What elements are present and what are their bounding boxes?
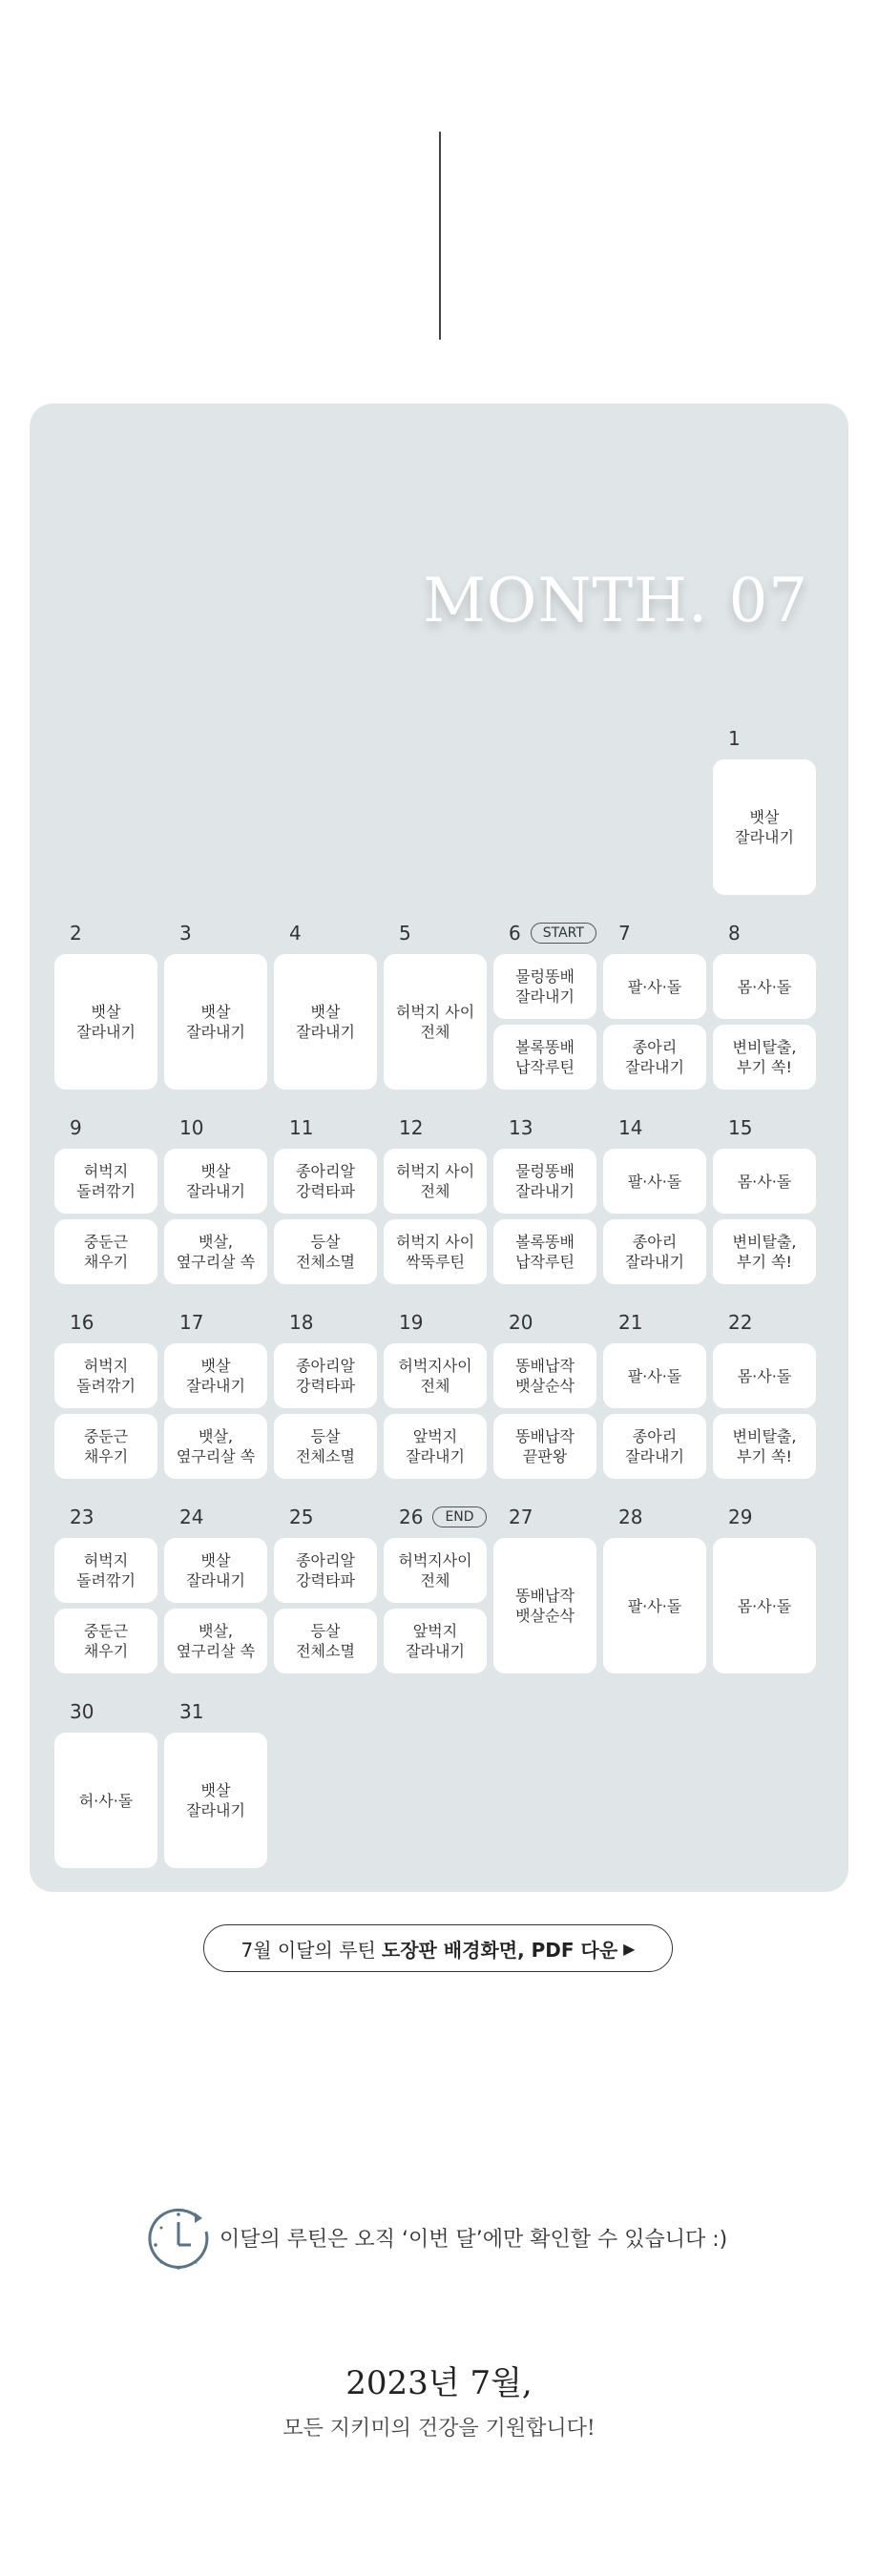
day-number	[399, 1311, 423, 1334]
day-number-text: 22	[728, 1311, 753, 1334]
day-number	[70, 1506, 94, 1528]
day-number-text: 25	[289, 1506, 314, 1528]
routine-card[interactable]: 변비탈출, 부기 쏙!	[713, 1219, 816, 1284]
calendar-day	[274, 1311, 377, 1479]
routine-card[interactable]: 뱃살, 옆구리살 쏙	[164, 1414, 267, 1479]
routine-card[interactable]: 종아리알 강력타파	[274, 1149, 377, 1214]
calendar-day	[603, 1116, 706, 1284]
routine-card[interactable]: 허벅지사이 전체	[384, 1538, 487, 1603]
calendar-day	[54, 1700, 157, 1868]
day-number	[728, 1311, 752, 1334]
routine-card[interactable]: 중둔근 채우기	[54, 1219, 157, 1284]
day-number-text: 6	[509, 922, 521, 945]
footer-subtitle: 모든 지키미의 건강을 기원합니다!	[282, 2417, 596, 2441]
routine-card[interactable]: 물렁똥배 잘라내기	[493, 954, 596, 1019]
start-badge: START	[531, 923, 596, 944]
day-number-text: 21	[618, 1311, 643, 1334]
day-number	[289, 922, 302, 945]
routine-card[interactable]: 허벅지사이 전체	[384, 1343, 487, 1408]
routine-card[interactable]: 뱃살 잘라내기	[164, 1733, 267, 1868]
day-number	[618, 1506, 642, 1528]
day-number	[399, 1116, 423, 1139]
routine-card[interactable]: 변비탈출, 부기 쏙!	[713, 1025, 816, 1090]
calendar-day	[493, 1506, 596, 1673]
routine-card[interactable]: 허벅지 돌려깎기	[54, 1538, 157, 1603]
calendar-day	[54, 922, 157, 1090]
routine-card[interactable]: 뱃살, 옆구리살 쏙	[164, 1219, 267, 1284]
calendar-panel	[30, 404, 848, 1892]
calendar-day	[713, 922, 816, 1090]
decorative-divider-line	[439, 132, 441, 340]
day-number-text: 27	[509, 1506, 533, 1528]
day-number	[399, 922, 411, 945]
day-number	[728, 1116, 752, 1139]
calendar-day	[603, 1311, 706, 1479]
day-number-text: 7	[618, 922, 631, 945]
notice-row	[147, 2199, 739, 2275]
day-number	[618, 1116, 642, 1139]
clock-icon	[147, 2199, 214, 2275]
calendar-day	[713, 1116, 816, 1284]
day-number	[289, 1506, 313, 1528]
footer-title: 2023년 7월,	[345, 2364, 533, 2402]
day-number-text: 28	[618, 1506, 643, 1528]
day-number-text: 31	[179, 1700, 204, 1723]
day-number	[618, 922, 631, 945]
routine-card[interactable]: 똥배납작 끝판왕	[493, 1414, 596, 1479]
day-number-text: 13	[509, 1116, 533, 1139]
routine-card[interactable]: 뱃살, 옆구리살 쏙	[164, 1609, 267, 1673]
day-number-text: 4	[289, 922, 302, 945]
calendar-day	[274, 922, 377, 1090]
routine-card[interactable]: 볼록똥배 납작루틴	[493, 1025, 596, 1090]
routine-card[interactable]: 종아리 잘라내기	[603, 1025, 706, 1090]
day-number-text: 5	[399, 922, 411, 945]
calendar-day	[54, 1311, 157, 1479]
routine-card[interactable]: 허·사·돌	[54, 1733, 157, 1868]
routine-card[interactable]: 종아리알 강력타파	[274, 1538, 377, 1603]
routine-card[interactable]: 종아리 잘라내기	[603, 1219, 706, 1284]
routine-card[interactable]: 변비탈출, 부기 쏙!	[713, 1414, 816, 1479]
calendar-day	[164, 1506, 267, 1673]
routine-card[interactable]: 물렁똥배 잘라내기	[493, 1149, 596, 1214]
routine-card[interactable]: 허벅지 사이 전체	[384, 1149, 487, 1214]
day-number-text: 12	[399, 1116, 424, 1139]
day-number	[179, 1506, 203, 1528]
routine-card[interactable]: 등살 전체소멸	[274, 1219, 377, 1284]
day-number-text: 15	[728, 1116, 753, 1139]
routine-card[interactable]: 허벅지 사이 전체	[384, 954, 487, 1090]
day-number-text: 18	[289, 1311, 314, 1334]
day-number-text: 20	[509, 1311, 533, 1334]
day-number-text: 19	[399, 1311, 424, 1334]
routine-card[interactable]: 똥배납작 뱃살순삭	[493, 1538, 596, 1673]
calendar-day	[274, 1116, 377, 1284]
day-number	[509, 922, 596, 945]
calendar-day	[384, 1506, 487, 1673]
routine-card[interactable]: 몸·사·돌	[713, 954, 816, 1019]
calendar-day	[164, 922, 267, 1090]
day-number	[399, 1506, 487, 1528]
month-title: MONTH. 07	[423, 566, 808, 636]
day-number	[289, 1311, 313, 1334]
routine-card[interactable]: 뱃살 잘라내기	[274, 954, 377, 1090]
day-number	[179, 1116, 203, 1139]
end-badge: END	[432, 1506, 486, 1527]
day-number-text: 16	[70, 1311, 94, 1334]
routine-card[interactable]: 팔·사·돌	[603, 1343, 706, 1408]
routine-card[interactable]: 허벅지 사이 싹뚝루틴	[384, 1219, 487, 1284]
day-number	[618, 1311, 642, 1334]
day-number	[509, 1311, 533, 1334]
calendar-day	[713, 727, 816, 895]
calendar-day	[384, 1116, 487, 1284]
routine-card[interactable]: 뱃살 잘라내기	[164, 1538, 267, 1603]
day-number-text: 9	[70, 1116, 82, 1139]
routine-card[interactable]: 뱃살 잘라내기	[713, 759, 816, 895]
day-number-text: 1	[728, 727, 741, 750]
calendar-day	[493, 1116, 596, 1284]
download-pdf-button[interactable]	[203, 1924, 673, 1972]
routine-card[interactable]: 몸·사·돌	[713, 1538, 816, 1673]
routine-card[interactable]: 등살 전체소멸	[274, 1414, 377, 1479]
routine-card[interactable]: 몸·사·돌	[713, 1149, 816, 1214]
calendar-day	[274, 1506, 377, 1673]
download-button-prefix: 7월 이달의 루틴	[240, 1938, 376, 1962]
day-number-text: 8	[728, 922, 741, 945]
routine-card[interactable]: 볼록똥배 납작루틴	[493, 1219, 596, 1284]
calendar-day	[54, 1116, 157, 1284]
day-number	[289, 1116, 313, 1139]
calendar-day	[164, 1311, 267, 1479]
calendar-day	[603, 1506, 706, 1673]
day-number-text: 11	[289, 1116, 314, 1139]
day-number-text: 29	[728, 1506, 753, 1528]
routine-card[interactable]: 뱃살 잘라내기	[164, 954, 267, 1090]
day-number-text: 30	[70, 1700, 94, 1723]
calendar-day	[384, 922, 487, 1090]
day-number-text: 14	[618, 1116, 643, 1139]
day-number-text: 17	[179, 1311, 204, 1334]
day-number-text: 24	[179, 1506, 204, 1528]
routine-card[interactable]: 앞벅지 잘라내기	[384, 1414, 487, 1479]
day-number	[179, 922, 192, 945]
calendar-day	[54, 1506, 157, 1673]
day-number-text: 10	[179, 1116, 204, 1139]
routine-card[interactable]: 허벅지 돌려깎기	[54, 1149, 157, 1214]
routine-card[interactable]: 몸·사·돌	[713, 1343, 816, 1408]
day-number	[509, 1506, 533, 1528]
day-number	[179, 1311, 203, 1334]
day-number-text: 2	[70, 922, 82, 945]
download-button-bold-text: 도장판 배경화면, PDF 다운	[381, 1938, 618, 1962]
day-number	[728, 727, 741, 750]
calendar-day	[713, 1506, 816, 1673]
day-number	[728, 922, 741, 945]
routine-card[interactable]: 뱃살 잘라내기	[164, 1149, 267, 1214]
calendar-day	[384, 1311, 487, 1479]
day-number-text: 23	[70, 1506, 94, 1528]
calendar-day	[164, 1116, 267, 1284]
notice-text: 이달의 루틴은 오직 ‘이번 달’에만 확인할 수 있습니다 :)	[220, 2227, 728, 2252]
routine-card[interactable]: 팔·사·돌	[603, 954, 706, 1019]
calendar-day	[713, 1311, 816, 1479]
routine-card[interactable]: 허벅지 돌려깎기	[54, 1343, 157, 1408]
routine-card[interactable]: 똥배납작 뱃살순삭	[493, 1343, 596, 1408]
day-number	[70, 1311, 94, 1334]
routine-card[interactable]: 앞벅지 잘라내기	[384, 1609, 487, 1673]
calendar-day	[164, 1700, 267, 1868]
day-number	[728, 1506, 752, 1528]
day-number-text: 3	[179, 922, 192, 945]
day-number-text: 26	[399, 1506, 424, 1528]
calendar-day	[493, 1311, 596, 1479]
day-number	[70, 922, 82, 945]
calendar-day	[493, 922, 596, 1090]
routine-card[interactable]: 종아리 잘라내기	[603, 1414, 706, 1479]
routine-card[interactable]: 중둔근 채우기	[54, 1414, 157, 1479]
routine-card[interactable]: 중둔근 채우기	[54, 1609, 157, 1673]
routine-card[interactable]: 뱃살 잘라내기	[164, 1343, 267, 1408]
day-number	[179, 1700, 203, 1723]
routine-card[interactable]: 팔·사·돌	[603, 1538, 706, 1673]
routine-card[interactable]: 팔·사·돌	[603, 1149, 706, 1214]
routine-card[interactable]: 등살 전체소멸	[274, 1609, 377, 1673]
day-number	[70, 1116, 82, 1139]
routine-card[interactable]: 종아리알 강력타파	[274, 1343, 377, 1408]
day-number	[509, 1116, 533, 1139]
calendar-day	[603, 922, 706, 1090]
routine-card[interactable]: 뱃살 잘라내기	[54, 954, 157, 1090]
day-number	[70, 1700, 94, 1723]
play-arrow-icon: ▶	[623, 1939, 636, 1958]
